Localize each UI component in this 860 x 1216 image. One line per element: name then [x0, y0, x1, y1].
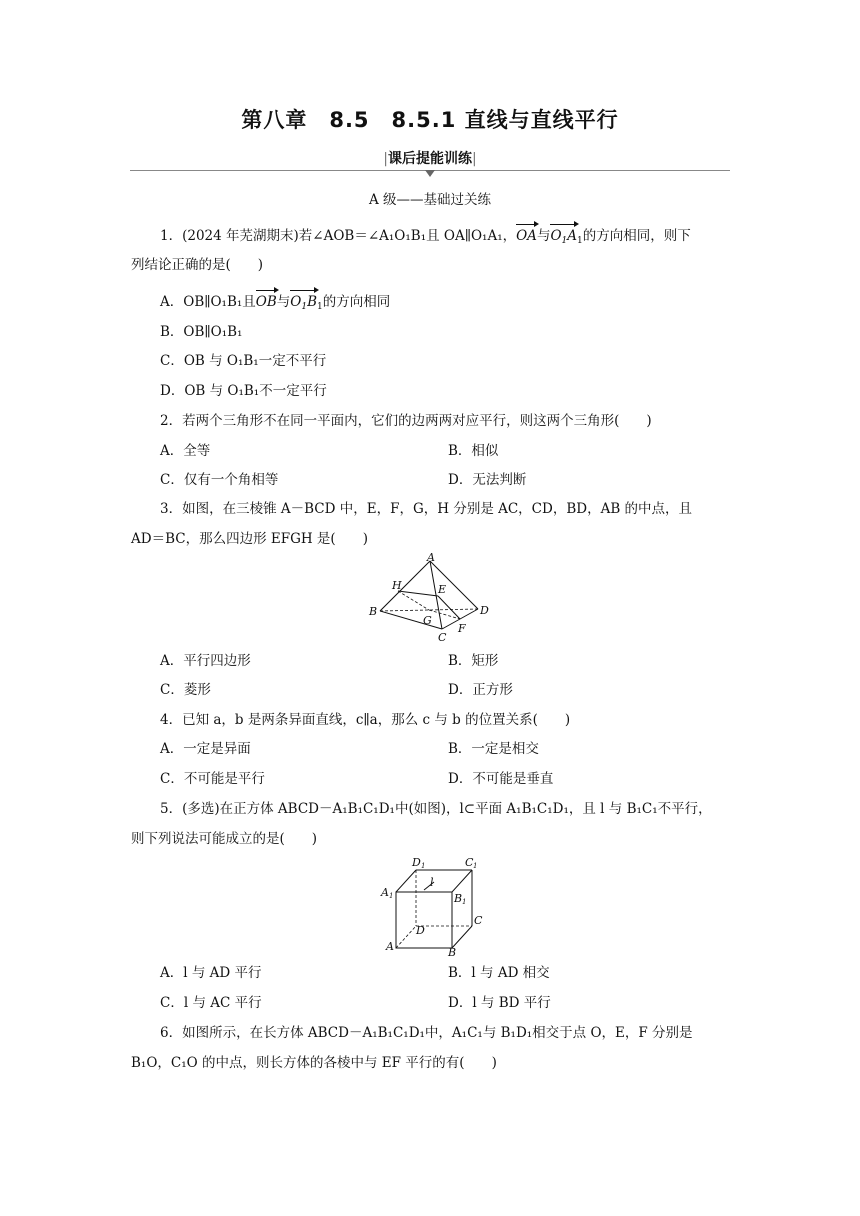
q4-option-c: C．不可能是平行 — [160, 771, 265, 787]
fig5-label-d1: D — [412, 856, 421, 869]
header-triangle-icon — [425, 170, 435, 177]
fig5-label-c1: C — [465, 856, 474, 869]
fig3-label-b: B — [369, 605, 378, 618]
fig5-label-d: D — [416, 924, 425, 937]
banner-label: 课后提能训练 — [388, 151, 472, 167]
q1-option-b: B．OB∥O₁B₁ — [160, 324, 243, 340]
q4-option-a: A．一定是异面 — [160, 741, 251, 757]
fig5-label-b: B — [448, 946, 457, 958]
vector-o1a1: $O_1A$ — [550, 228, 577, 246]
vector-o1b1: $O_1B$ — [290, 294, 318, 312]
page-title: 第八章 8.5 8.5.1 直线与直线平行 — [241, 108, 619, 132]
fig3-label-h: H — [392, 579, 402, 592]
question-5: 5．(多选)在正方体 ABCD－A₁B₁C₁D₁中(如图)，l⊂平面 A₁B₁C₁D₁，且 l 与 B₁C₁不平行， — [160, 801, 712, 817]
level-heading: A 级——基础过关练 — [368, 192, 492, 208]
fig5-label-b1: B — [454, 892, 463, 905]
q5-option-a: A．l 与 AD 平行 — [160, 965, 262, 981]
fig3-label-g: G — [423, 614, 432, 627]
svg-text:1: 1 — [473, 862, 478, 870]
q3-option-d: D．正方形 — [448, 682, 513, 698]
q1-continuation: 列结论正确的是( ) — [131, 257, 264, 273]
q4-option-d: D．不可能是垂直 — [448, 771, 554, 787]
section-banner: |课后提能训练| — [383, 151, 477, 167]
fig5-label-l: l — [430, 876, 434, 889]
q1-text-part3: 的方向相同，则下 — [582, 228, 691, 244]
svg-text:1: 1 — [389, 892, 394, 900]
question-1 — [160, 226, 691, 246]
fig3-label-e: E — [438, 583, 447, 596]
svg-text:1: 1 — [421, 862, 426, 870]
q1-option-a: A．OB∥O₁B₁且OB与$O_1B_1$的方向相同 — [160, 294, 391, 312]
q3-option-a: A．平行四边形 — [160, 653, 251, 669]
q1-text-part1: 若∠AOB＝∠A₁O₁B₁且 OA∥O₁A₁， — [298, 228, 517, 244]
q1-number: 1． — [160, 228, 183, 244]
q5-option-d: D．l 与 BD 平行 — [448, 995, 551, 1011]
tetrahedron-figure — [360, 553, 510, 645]
fig5-label-a1: A — [381, 886, 389, 899]
question-3: 3．如图，在三棱锥 A－BCD 中，E，F，G，H 分别是 AC，CD，BD，AB 的中点，且 — [160, 501, 693, 517]
q3-option-c: C．菱形 — [160, 682, 211, 698]
fig3-label-f: F — [458, 622, 466, 635]
q5-option-c: C．l 与 AC 平行 — [160, 995, 262, 1011]
vector-oa: OA — [516, 228, 537, 244]
q2-option-a: A．全等 — [160, 443, 211, 459]
q5-option-b: B．l 与 AD 相交 — [448, 965, 550, 981]
q2-option-c: C．仅有一个角相等 — [160, 472, 279, 488]
q1-option-d: D．OB 与 O₁B₁不一定平行 — [160, 383, 327, 399]
fig5-label-c: C — [474, 914, 483, 927]
q1-option-c: C．OB 与 O₁B₁一定不平行 — [160, 353, 327, 369]
fig5-label-a: A — [386, 940, 394, 953]
q1-text-part2: 与 — [536, 228, 551, 244]
q6-continuation: B₁O，C₁O 的中点，则长方体的各棱中与 EF 平行的有( ) — [131, 1055, 497, 1071]
svg-text:1: 1 — [462, 898, 467, 906]
vector-ob: OB — [255, 294, 277, 310]
fig3-label-d: D — [480, 604, 489, 617]
fig3-label-a: A — [427, 553, 435, 564]
q2-option-b: B．相似 — [448, 443, 499, 459]
cube-figure — [372, 852, 492, 958]
q4-option-b: B．一定是相交 — [448, 741, 539, 757]
q3-continuation: AD＝BC，那么四边形 EFGH 是( ) — [131, 531, 368, 547]
question-2: 2．若两个三角形不在同一平面内，它们的边两两对应平行，则这两个三角形( ) — [160, 413, 652, 429]
question-4: 4．已知 a，b 是两条异面直线，c∥a，那么 c 与 b 的位置关系( ) — [160, 712, 571, 728]
fig3-label-c: C — [438, 631, 447, 644]
vector-o1a1-subscript: 1 — [577, 236, 583, 246]
q3-option-b: B．矩形 — [448, 653, 499, 669]
q1-source: (2024 年芜湖期末) — [182, 228, 299, 244]
q5-continuation: 则下列说法可能成立的是( ) — [131, 831, 318, 847]
q2-option-d: D．无法判断 — [448, 472, 527, 488]
question-6: 6．如图所示，在长方体 ABCD－A₁B₁C₁D₁中，A₁C₁与 B₁D₁相交于点 O，E，F 分别是 — [160, 1025, 693, 1041]
